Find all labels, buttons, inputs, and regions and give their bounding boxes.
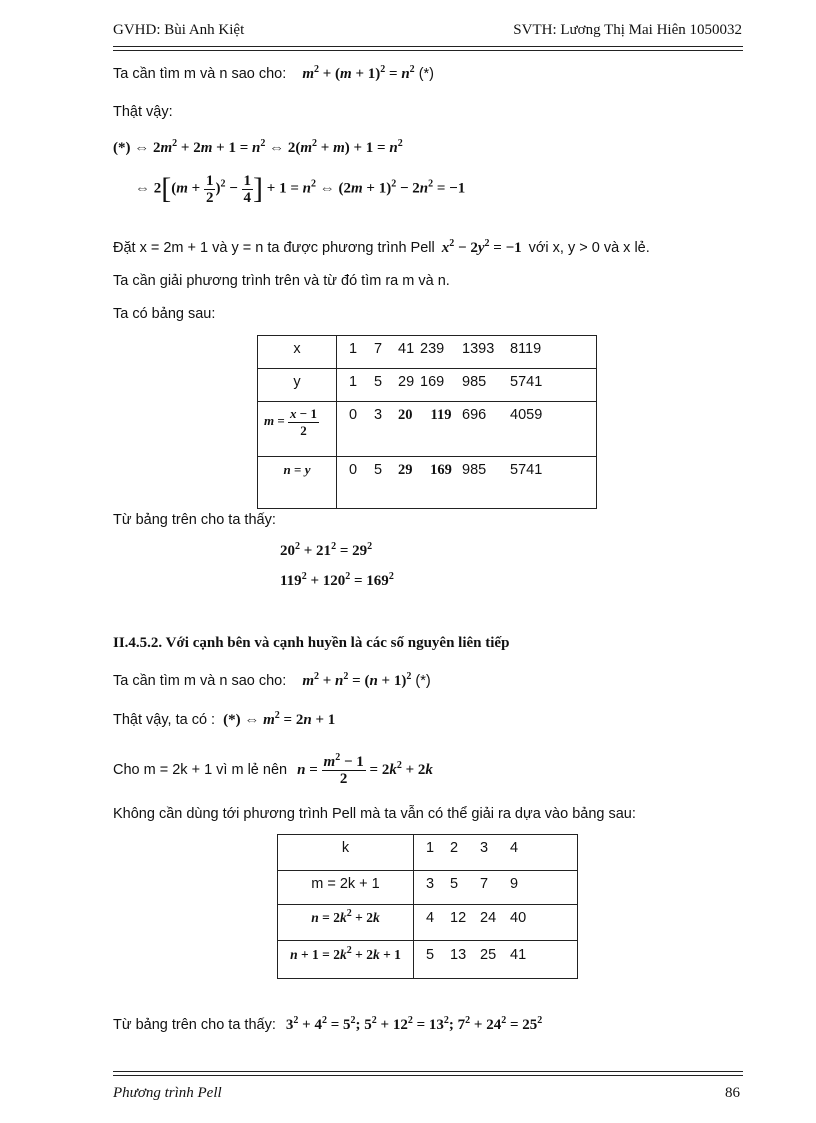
conclusion-1: Từ bảng trên cho ta thấy:: [113, 512, 276, 528]
equation-n: n = $\frac{m^2 - 1}{2}$ = $2k^2 + 2k$: [297, 752, 433, 787]
k-table: [277, 834, 578, 979]
conclusion-2: Từ bảng trên cho ta thấy: $3^2 + 4^2 = 5^2$; $5^2 + 12^2 = 13^2$; $7^2 + 24^2 = 25^2$: [113, 1015, 543, 1033]
indeed-line-2: Thật vậy, ta có : (*) ⇔ $m^2 = 2n + 1$: [113, 710, 336, 728]
row-label-n-plus-1: $n + 1 = 2k^2 + 2k + 1$: [278, 941, 414, 979]
footer-title: Phương trình Pell: [113, 1085, 222, 1101]
header-left: GVHD: Bùi Anh Kiệt: [113, 22, 245, 38]
equation-star-2: $m^2 + n^2 = (n + 1)^2$: [302, 671, 412, 689]
row-label-y: y: [258, 369, 337, 402]
derivation-line-2: ⇔ 2[(m + $\frac{1}{2}$ )$^2$ − $\frac{1}{4}$ ] + $1 = n^2$ ⇔ $(2m + 1)^2 - 2n^2 = -1$: [135, 172, 466, 206]
table-row: m = 2k + 1 3 5 7 9: [278, 871, 578, 905]
footer-rule-2: [113, 1075, 743, 1076]
section-heading: II.4.5.2. Với cạnh bên và cạnh huyền là các số nguyên liên tiếp: [113, 635, 510, 651]
table-row: k 1 2 3 4: [278, 835, 578, 871]
pell-equation: $x^2 - 2y^2 = -1$: [441, 238, 522, 256]
triple-119-120-169: $119^2 + 120^2 = 169^2$: [280, 571, 394, 589]
table-row: n = y 0 5 29 169 985 5741: [258, 457, 597, 509]
pell-table: [257, 335, 597, 509]
no-pell-line: Không cần dùng tới phương trình Pell mà ta vẫn có thể giải ra dựa vào bảng sau:: [113, 806, 636, 822]
derivation-line-1: (*) ⇔ $2m^2 + 2m + 1 = n^2$ ⇔ $2(m^2 + m) + 1 = n^2$: [113, 138, 403, 156]
table-row: $n = 2k^2 + 2k$ 4 12 24 40: [278, 905, 578, 941]
row-label-n2: $n = 2k^2 + 2k$: [278, 905, 414, 941]
find-mn-line-2: Ta cần tìm m và n sao cho: $m^2 + n^2 = (n + 1)^2$ (*): [113, 671, 431, 689]
footer-rule: [113, 1071, 743, 1072]
header-rule: [113, 46, 743, 47]
find-mn-line: Ta cần tìm m và n sao cho: $m^2 + (m + 1)^2 = n^2$ (*): [113, 64, 434, 82]
table-row: $n + 1 = 2k^2 + 2k + 1$ 5 13 25 41: [278, 941, 578, 979]
table-intro-1: Ta có bảng sau:: [113, 306, 216, 322]
row-label-m2: m = 2k + 1: [278, 871, 414, 905]
row-label-x: x: [258, 336, 337, 369]
indeed-label: Thật vậy:: [113, 104, 173, 120]
header-rule-2: [113, 50, 743, 51]
table-row: x 1 7 41 239 1393 8119: [258, 336, 597, 369]
solve-line: Ta cần giải phương trình trên và từ đó tìm ra m và n.: [113, 273, 450, 289]
table-row: y 1 5 29 169 985 5741: [258, 369, 597, 402]
set-xy-line: Đặt x = 2m + 1 và y = n ta được phương trình Pell $x^2 - 2y^2 = -1$ với x, y > 0 và x lẻ.: [113, 238, 650, 256]
triple-20-21-29: $20^2 + 21^2 = 29^2$: [280, 541, 373, 559]
header-right: SVTH: Lương Thị Mai Hiên 1050032: [513, 22, 742, 38]
triples-list: $3^2 + 4^2 = 5^2$; $5^2 + 12^2 = 13^2$; $7^2 + 24^2 = 25^2$: [285, 1015, 543, 1033]
page-number: 86: [725, 1085, 740, 1101]
row-label-n: n = y: [258, 457, 337, 509]
row-label-m: m = $\frac{x - 1}{2}$: [258, 402, 337, 457]
let-m-line: Cho m = 2k + 1 vì m lẻ nên n = $\frac{m^2 - 1}{2}$ = $2k^2 + 2k$: [113, 752, 433, 787]
equation-m-squared: (*) ⇔ $m^2 = 2n + 1$: [223, 710, 336, 728]
table-row: m = $\frac{x - 1}{2}$ 0 3 20 119 696 4059: [258, 402, 597, 457]
row-label-k: k: [278, 835, 414, 871]
equation-star-1: $m^2 + (m + 1)^2 = n^2$: [302, 64, 415, 82]
